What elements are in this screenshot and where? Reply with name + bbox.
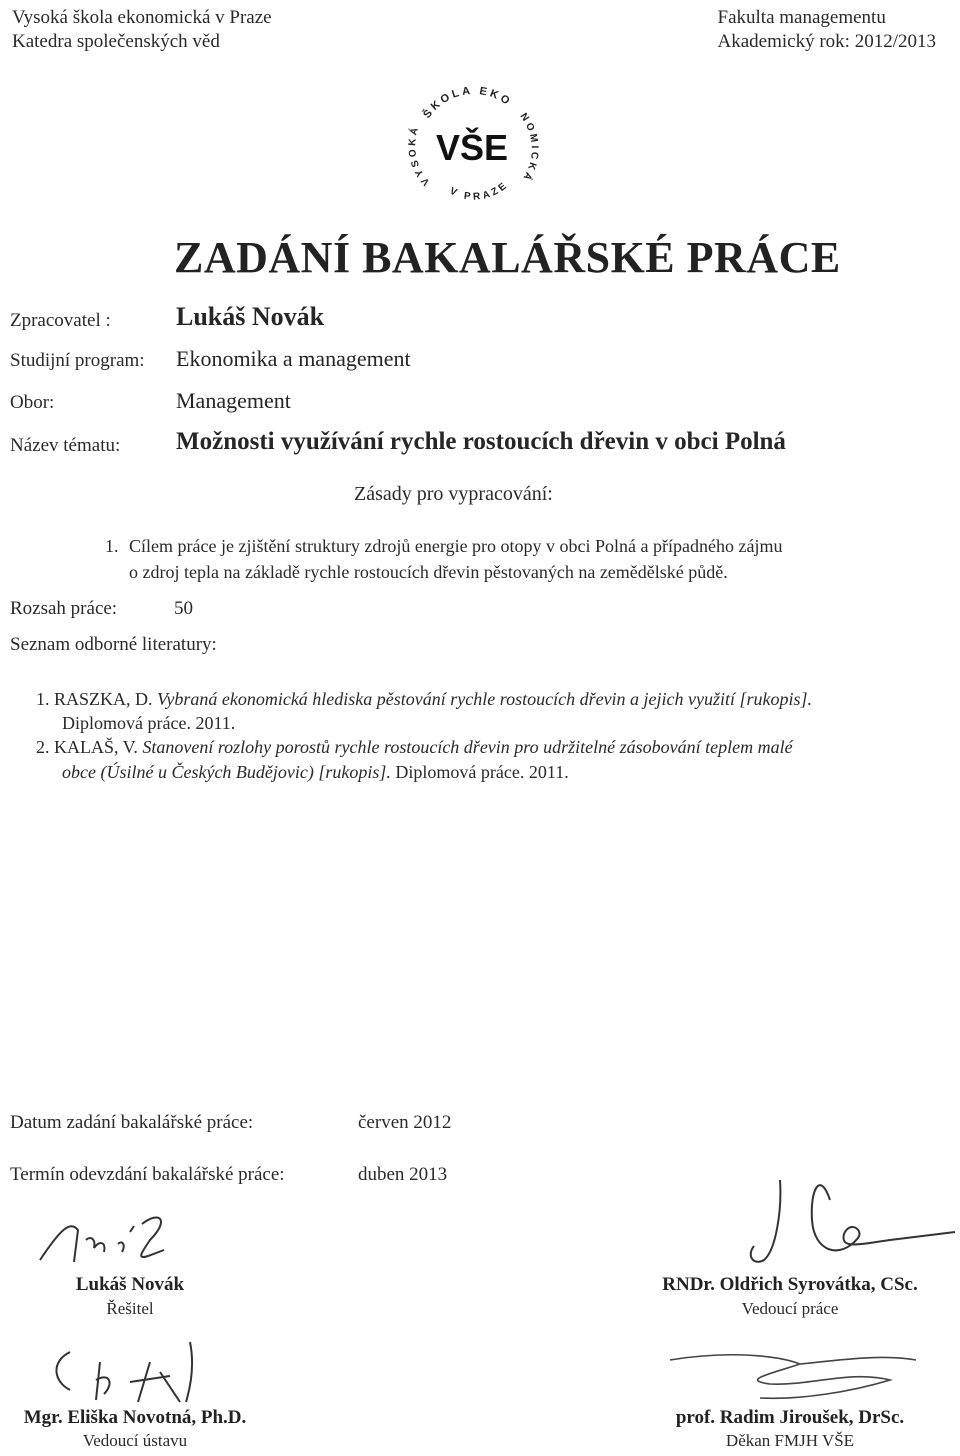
reference-1-author: RASZKA, D. bbox=[54, 689, 153, 709]
principles-item-line2: o zdroj tepla na základě rychle rostoucích dřevin pěstovaných na zemědělské půdě. bbox=[129, 562, 728, 582]
logo-text-left: VYSOKÁ bbox=[406, 123, 433, 188]
header-right bbox=[718, 6, 936, 54]
topic-value: Možnosti využívání rychle rostoucích dřevin v obci Polná bbox=[176, 428, 786, 455]
reference-1 bbox=[36, 686, 812, 712]
head-name: Mgr. Eliška Novotná, Ph.D. bbox=[23, 1407, 247, 1428]
header-left bbox=[12, 6, 272, 54]
field-label: Obor: bbox=[10, 392, 55, 413]
vse-logo bbox=[392, 64, 552, 214]
reference-2 bbox=[36, 734, 793, 760]
reference-2-author: KALAŠ, V. bbox=[54, 737, 138, 757]
author-label: Zpracovatel : bbox=[10, 310, 111, 331]
assigned-date-value: červen 2012 bbox=[358, 1112, 452, 1133]
principles-item-line1: Cílem práce je zjištění struktury zdrojů energie pro otopy v obci Polná a případného zájmu bbox=[129, 536, 783, 556]
reference-2-note: Diplomová práce. 2011. bbox=[395, 762, 569, 782]
logo-text-right: NOMICKÁ bbox=[517, 111, 540, 185]
supervisor-role: Vedoucí práce bbox=[741, 1299, 839, 1318]
literature-label: Seznam odborné literatury: bbox=[10, 634, 217, 655]
field-value: Management bbox=[176, 388, 291, 413]
scope-label: Rozsah práce: bbox=[10, 598, 118, 619]
dean-signature bbox=[650, 1340, 930, 1410]
author-value: Lukáš Novák bbox=[176, 302, 325, 331]
student-role: Řešitel bbox=[106, 1299, 154, 1318]
principles-item-number: 1. bbox=[105, 536, 119, 556]
student-name: Lukáš Novák bbox=[75, 1274, 185, 1295]
document-title: ZADÁNÍ BAKALÁŘSKÉ PRÁCE bbox=[174, 233, 841, 282]
topic-label: Název tématu: bbox=[10, 435, 121, 456]
svg-text:NOMICKÁ bbox=[518, 111, 540, 185]
program-value: Ekonomika a management bbox=[176, 346, 411, 371]
dean-name: prof. Radim Jiroušek, DrSc. bbox=[675, 1407, 905, 1428]
reference-1-number: 1. bbox=[36, 689, 50, 709]
svg-text:ŠKOLA EKO bbox=[420, 85, 514, 121]
reference-2-title-line2: obce (Úsilné u Českých Budějovic) [rukopis]. bbox=[62, 762, 391, 782]
reference-1-note: Diplomová práce. 2011. bbox=[62, 713, 236, 733]
supervisor-name: RNDr. Oldřich Syrovátka, CSc. bbox=[662, 1274, 918, 1295]
reference-2-number: 2. bbox=[36, 737, 50, 757]
dean-role: Děkan FMJH VŠE bbox=[725, 1431, 855, 1450]
university-name: Vysoká škola ekonomická v Praze bbox=[12, 7, 272, 28]
head-signature bbox=[40, 1332, 220, 1412]
logo-text-top: ŠKOLA EKO bbox=[421, 84, 515, 121]
svg-text:VYSOKÁ bbox=[406, 123, 432, 187]
logo-text-bottom: V PRAZE bbox=[447, 179, 511, 203]
assigned-date-label: Datum zadání bakalářské práce: bbox=[10, 1112, 254, 1133]
student-signature bbox=[30, 1200, 190, 1280]
department-name: Katedra společenských věd bbox=[12, 31, 220, 52]
faculty-name: Fakulta managementu bbox=[717, 7, 886, 28]
program-label: Studijní program: bbox=[10, 350, 145, 371]
logo-mark: VŠE bbox=[435, 127, 509, 168]
academic-year: Akademický rok: 2012/2013 bbox=[717, 31, 936, 52]
scope-value: 50 bbox=[174, 598, 193, 619]
reference-2-continuation bbox=[62, 759, 569, 785]
principles-heading: Zásady pro vypracování: bbox=[354, 483, 553, 505]
deadline-date-label: Termín odevzdání bakalářské práce: bbox=[10, 1164, 285, 1185]
head-role: Vedoucí ústavu bbox=[82, 1431, 188, 1450]
reference-2-title-line1: Stanovení rozlohy porostů rychle rostoucích dřevin pro udržitelné zásobování teplem malé bbox=[142, 737, 793, 757]
svg-text:V PRAZE bbox=[448, 179, 511, 202]
reference-1-title: Vybraná ekonomická hlediska pěstování rychle rostoucích dřevin a jejich využití [rukopis]. bbox=[157, 689, 813, 709]
supervisor-signature bbox=[740, 1160, 960, 1280]
deadline-date-value: duben 2013 bbox=[358, 1164, 448, 1185]
